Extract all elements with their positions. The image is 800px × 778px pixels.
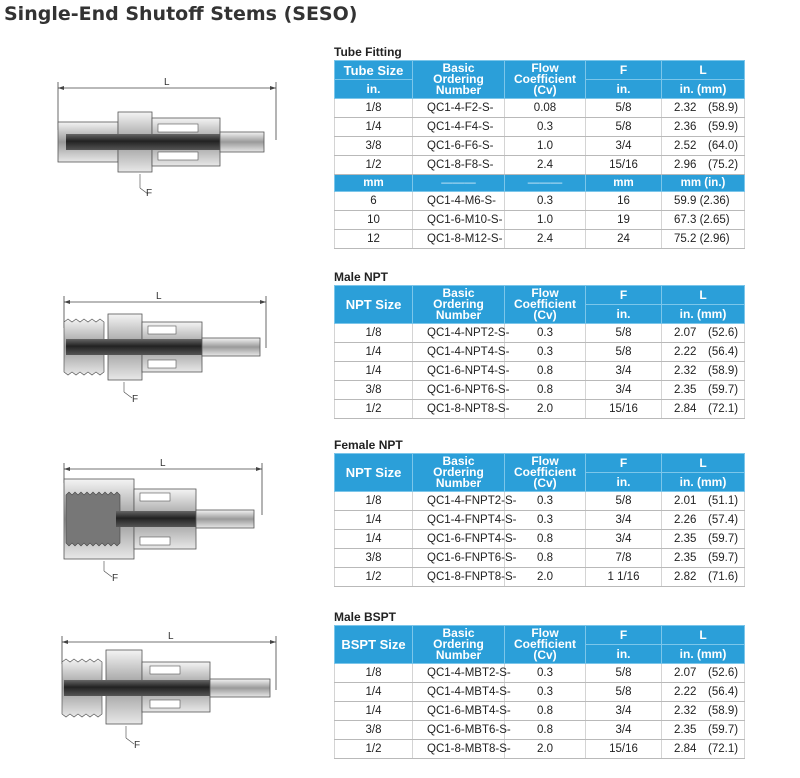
table-row [335, 511, 745, 530]
flow-cv-cell: 2.4 [505, 156, 586, 175]
l-unit-header: in. (mm) [662, 80, 745, 99]
l-inch-value: 2.26 [674, 514, 697, 526]
size-cell: 1/4 [335, 343, 413, 362]
order-number-cell: QC1-8-FNPT8-S- [413, 568, 505, 587]
mm-unit-row [335, 175, 745, 192]
size-cell: 3/8 [335, 549, 413, 568]
order-number-cell: QC1-6-FNPT6-S- [413, 549, 505, 568]
l-cell: 67.3 (2.65) [662, 211, 745, 230]
section-label: Male NPT [334, 270, 389, 284]
flow-header: Flow Coefficient (Cv) [505, 454, 586, 492]
size-cell: 1/2 [335, 740, 413, 759]
f-cell: 3/4 [586, 381, 662, 400]
order-number-cell: QC1-6-F6-S- [413, 137, 505, 156]
size-unit-header: in. [335, 80, 413, 99]
table-body [335, 664, 745, 759]
f-unit-header: in. [586, 473, 662, 492]
size-header: Tube Size [335, 61, 413, 80]
flow-cv-cell: 0.8 [505, 530, 586, 549]
l-unit-header: in. (mm) [662, 473, 745, 492]
l-inch-value: 2.35 [674, 724, 697, 736]
l-mm-value: (52.6) [708, 667, 739, 679]
l-mm-value: (52.6) [708, 327, 739, 339]
order-number-cell: QC1-8-MBT8-S- [413, 740, 505, 759]
l-inch-value: 2.84 [674, 403, 697, 415]
order-number-cell: QC1-4-NPT4-S- [413, 343, 505, 362]
order-number-cell: QC1-6-MBT6-S- [413, 721, 505, 740]
table-row [335, 530, 745, 549]
order-number-cell: QC1-4-NPT2-S- [413, 324, 505, 343]
l-mm-value: (56.4) [708, 686, 739, 698]
mm-l-unit: mm (in.) [662, 175, 745, 192]
table-body [335, 492, 745, 587]
order-number-cell: QC1-8-M12-S- [413, 230, 505, 249]
flat-label: F [112, 573, 119, 584]
l-mm-value: (72.1) [708, 743, 739, 755]
table-row [335, 702, 745, 721]
table-row [335, 118, 745, 137]
flow-cv-cell: 0.8 [505, 362, 586, 381]
l-inch-value: 2.07 [674, 667, 697, 679]
l-header: L [662, 454, 745, 473]
f-cell: 15/16 [586, 740, 662, 759]
l-header: L [662, 286, 745, 305]
l-mm-value: (59.7) [708, 533, 739, 545]
order-number-cell: QC1-4-FNPT4-S- [413, 511, 505, 530]
mm-rows-body [335, 192, 745, 249]
male-bspt-section [334, 610, 744, 759]
l-mm-value: (51.1) [708, 495, 739, 507]
size-cell: 3/8 [335, 381, 413, 400]
l-inch-value: 2.32 [674, 705, 697, 717]
f-cell: 1 1/16 [586, 568, 662, 587]
l-unit-header: in. (mm) [662, 645, 745, 664]
male-bspt-drawing [56, 628, 286, 758]
flat-label: F [132, 394, 139, 405]
l-mm-value: (58.9) [708, 365, 739, 377]
mm-table-body [335, 175, 745, 192]
length-label: L [168, 631, 174, 642]
mm-size-unit: mm [335, 175, 413, 192]
l-cell [662, 721, 745, 740]
order-number-cell: QC1-4-MBT4-S- [413, 683, 505, 702]
l-mm-value: (72.1) [708, 403, 739, 415]
table-row [335, 740, 745, 759]
table-row [335, 664, 745, 683]
order-number-cell: QC1-4-F4-S- [413, 118, 505, 137]
size-cell: 1/8 [335, 492, 413, 511]
l-cell [662, 549, 745, 568]
size-cell: 1/4 [335, 118, 413, 137]
l-mm-value: (56.4) [708, 346, 739, 358]
order-number-cell: QC1-6-MBT4-S- [413, 702, 505, 721]
f-header: F [586, 286, 662, 305]
f-cell: 5/8 [586, 683, 662, 702]
f-cell: 3/4 [586, 511, 662, 530]
l-cell [662, 118, 745, 137]
f-cell: 5/8 [586, 492, 662, 511]
table-row [335, 230, 745, 249]
l-mm-value: (58.9) [708, 102, 739, 114]
f-cell: 3/4 [586, 137, 662, 156]
size-cell: 1/4 [335, 362, 413, 381]
order-number-cell: QC1-4-M6-S- [413, 192, 505, 211]
l-cell [662, 324, 745, 343]
l-mm-value: (59.9) [708, 121, 739, 133]
flow-cv-cell: 2.4 [505, 230, 586, 249]
spec-table [334, 285, 745, 419]
table-row [335, 137, 745, 156]
flow-header: Flow Coefficient (Cv) [505, 626, 586, 664]
f-cell: 3/4 [586, 721, 662, 740]
flow-cv-cell: 1.0 [505, 211, 586, 230]
f-cell: 15/16 [586, 156, 662, 175]
size-cell: 12 [335, 230, 413, 249]
order-number-cell: QC1-4-F2-S- [413, 99, 505, 118]
size-cell: 3/8 [335, 721, 413, 740]
table-row [335, 99, 745, 118]
l-cell [662, 664, 745, 683]
l-cell [662, 740, 745, 759]
l-mm-value: (64.0) [708, 140, 739, 152]
table-row [335, 721, 745, 740]
l-mm-value: (59.7) [708, 552, 739, 564]
l-unit-header: in. (mm) [662, 305, 745, 324]
l-inch-value: 2.22 [674, 686, 697, 698]
male-npt-section [334, 270, 744, 419]
size-cell: 1/4 [335, 702, 413, 721]
table-row [335, 156, 745, 175]
f-cell: 3/4 [586, 702, 662, 721]
f-cell: 16 [586, 192, 662, 211]
f-cell: 15/16 [586, 400, 662, 419]
l-cell: 75.2 (2.96) [662, 230, 745, 249]
table-row [335, 549, 745, 568]
male-npt-drawing [56, 288, 276, 408]
section-label: Male BSPT [334, 610, 397, 624]
length-label: L [160, 458, 166, 469]
flow-cv-cell: 0.3 [505, 324, 586, 343]
l-header: L [662, 61, 745, 80]
tube-fitting-drawing [48, 70, 288, 200]
l-inch-value: 2.35 [674, 552, 697, 564]
table-row [335, 400, 745, 419]
l-mm-value: (71.6) [708, 571, 739, 583]
size-cell: 1/8 [335, 664, 413, 683]
l-cell [662, 381, 745, 400]
table-row [335, 381, 745, 400]
f-unit-header: in. [586, 305, 662, 324]
f-unit-header: in. [586, 645, 662, 664]
flow-cv-cell: 0.8 [505, 381, 586, 400]
f-cell: 5/8 [586, 324, 662, 343]
l-cell [662, 156, 745, 175]
tube-fitting-section [334, 45, 744, 249]
table-row [335, 568, 745, 587]
size-cell: 1/2 [335, 400, 413, 419]
table-row [335, 683, 745, 702]
mm-order-dash: ——— [413, 175, 505, 192]
flow-cv-cell: 0.08 [505, 99, 586, 118]
order-number-cell: QC1-6-NPT6-S- [413, 381, 505, 400]
flat-label: F [134, 740, 141, 751]
l-inch-value: 2.32 [674, 365, 697, 377]
mm-cv-dash: ——— [505, 175, 586, 192]
f-cell: 3/4 [586, 530, 662, 549]
table-row [335, 362, 745, 381]
l-cell [662, 400, 745, 419]
flow-cv-cell: 0.3 [505, 683, 586, 702]
table-body [335, 99, 745, 175]
size-cell: 1/2 [335, 156, 413, 175]
l-cell [662, 492, 745, 511]
l-inch-value: 2.22 [674, 346, 697, 358]
l-mm-value: (59.7) [708, 384, 739, 396]
flow-cv-cell: 0.3 [505, 118, 586, 137]
l-inch-value: 2.52 [674, 140, 697, 152]
table-row [335, 324, 745, 343]
flow-cv-cell: 0.3 [505, 492, 586, 511]
order-number-cell: QC1-6-NPT4-S- [413, 362, 505, 381]
size-cell: 1/4 [335, 683, 413, 702]
l-inch-value: 2.35 [674, 384, 697, 396]
l-inch-value: 2.36 [674, 121, 697, 133]
order-number-cell: QC1-8-F8-S- [413, 156, 505, 175]
l-mm-value: (58.9) [708, 705, 739, 717]
female-npt-section [334, 438, 744, 587]
flow-cv-cell: 0.3 [505, 192, 586, 211]
l-cell [662, 530, 745, 549]
l-mm-value: (57.4) [708, 514, 739, 526]
flow-header: Flow Coefficient (Cv) [505, 61, 586, 99]
l-inch-value: 2.96 [674, 159, 697, 171]
size-cell: 1/4 [335, 511, 413, 530]
spec-table [334, 625, 745, 759]
size-header: NPT Size [335, 286, 413, 324]
page-title: Single-End Shutoff Stems (SESO) [4, 3, 358, 25]
f-cell: 5/8 [586, 118, 662, 137]
f-cell: 7/8 [586, 549, 662, 568]
flat-label: F [146, 188, 153, 199]
order-header: Basic Ordering Number [413, 626, 505, 664]
order-number-cell: QC1-6-M10-S- [413, 211, 505, 230]
length-label: L [156, 291, 162, 302]
length-label: L [164, 77, 170, 88]
section-label: Tube Fitting [334, 45, 402, 59]
l-cell: 59.9 (2.36) [662, 192, 745, 211]
f-unit-header: in. [586, 80, 662, 99]
flow-cv-cell: 0.8 [505, 702, 586, 721]
order-header: Basic Ordering Number [413, 286, 505, 324]
f-cell: 5/8 [586, 99, 662, 118]
flow-cv-cell: 1.0 [505, 137, 586, 156]
size-cell: 1/4 [335, 530, 413, 549]
l-cell [662, 362, 745, 381]
l-inch-value: 2.82 [674, 571, 697, 583]
f-cell: 19 [586, 211, 662, 230]
table-row [335, 492, 745, 511]
order-number-cell: QC1-4-MBT2-S- [413, 664, 505, 683]
order-header: Basic Ordering Number [413, 454, 505, 492]
flow-cv-cell: 2.0 [505, 400, 586, 419]
size-cell: 10 [335, 211, 413, 230]
size-cell: 6 [335, 192, 413, 211]
l-cell [662, 99, 745, 118]
l-mm-value: (75.2) [708, 159, 739, 171]
table-row [335, 192, 745, 211]
order-number-cell: QC1-4-FNPT2-S- [413, 492, 505, 511]
l-cell [662, 568, 745, 587]
l-inch-value: 2.84 [674, 743, 697, 755]
flow-cv-cell: 0.3 [505, 664, 586, 683]
table-row [335, 211, 745, 230]
l-header: L [662, 626, 745, 645]
spec-table [334, 453, 745, 587]
f-header: F [586, 61, 662, 80]
l-cell [662, 683, 745, 702]
f-header: F [586, 454, 662, 473]
l-inch-value: 2.07 [674, 327, 697, 339]
flow-cv-cell: 0.3 [505, 511, 586, 530]
flow-header: Flow Coefficient (Cv) [505, 286, 586, 324]
l-inch-value: 2.32 [674, 102, 697, 114]
l-cell [662, 137, 745, 156]
size-cell: 1/8 [335, 324, 413, 343]
section-label: Female NPT [334, 438, 403, 452]
flow-cv-cell: 0.8 [505, 721, 586, 740]
table-body [335, 324, 745, 419]
f-cell: 24 [586, 230, 662, 249]
f-cell: 5/8 [586, 664, 662, 683]
l-cell [662, 702, 745, 721]
female-npt-drawing [56, 455, 276, 585]
l-inch-value: 2.35 [674, 533, 697, 545]
order-header: Basic Ordering Number [413, 61, 505, 99]
size-cell: 1/2 [335, 568, 413, 587]
l-cell [662, 343, 745, 362]
l-cell [662, 511, 745, 530]
flow-cv-cell: 2.0 [505, 740, 586, 759]
order-number-cell: QC1-6-FNPT4-S- [413, 530, 505, 549]
flow-cv-cell: 0.8 [505, 549, 586, 568]
f-cell: 5/8 [586, 343, 662, 362]
l-inch-value: 2.01 [674, 495, 697, 507]
flow-cv-cell: 0.3 [505, 343, 586, 362]
size-header: NPT Size [335, 454, 413, 492]
flow-cv-cell: 2.0 [505, 568, 586, 587]
size-cell: 1/8 [335, 99, 413, 118]
table-row [335, 343, 745, 362]
l-mm-value: (59.7) [708, 724, 739, 736]
spec-table [334, 60, 745, 249]
mm-f-unit: mm [586, 175, 662, 192]
size-cell: 3/8 [335, 137, 413, 156]
f-cell: 3/4 [586, 362, 662, 381]
order-number-cell: QC1-8-NPT8-S- [413, 400, 505, 419]
size-header: BSPT Size [335, 626, 413, 664]
f-header: F [586, 626, 662, 645]
